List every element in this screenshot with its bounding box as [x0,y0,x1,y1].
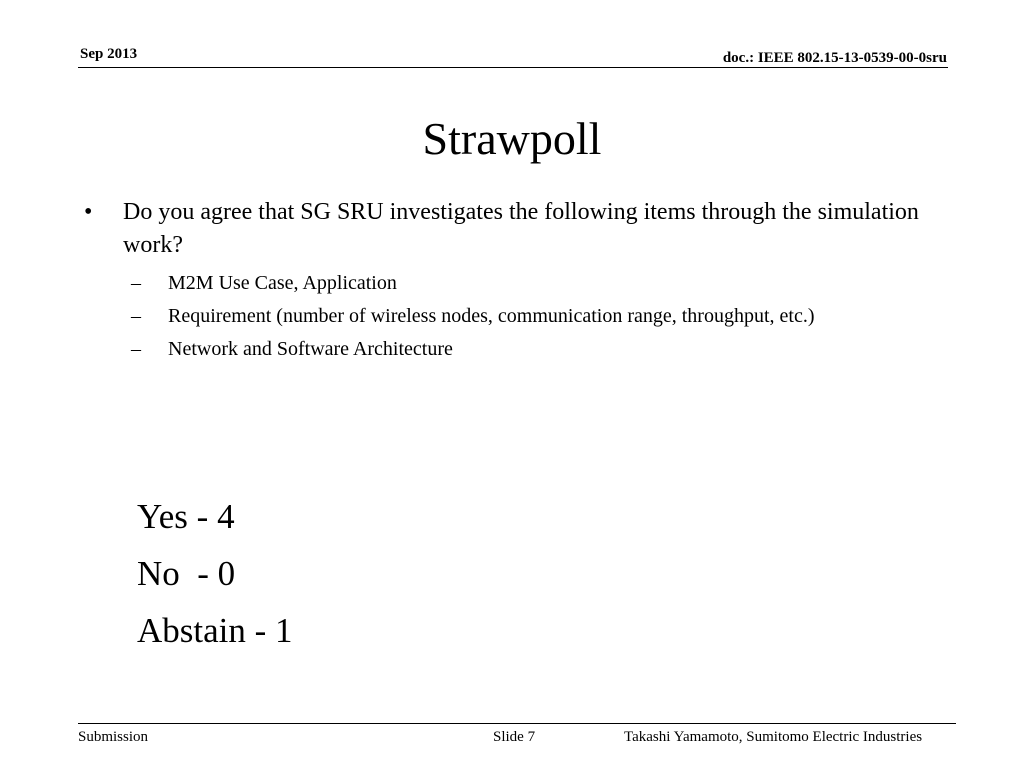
dash-marker: – [131,305,141,327]
sub-bullet-item [131,268,956,299]
sub-bullet-text: Requirement (number of wireless nodes, communication range, throughput, etc.) [168,305,815,327]
footer-divider [78,723,956,724]
header-date: Sep 2013 [80,46,138,62]
dash-marker: – [131,338,141,360]
footer-author: Takashi Yamamoto, Sumitomo Electric Industries [624,729,923,745]
header-doc-id: doc.: IEEE 802.15-13-0539-00-0sru [722,50,947,66]
slide-title: Strawpoll [422,113,602,164]
vote-results [137,488,293,659]
sub-bullet-item [131,334,956,365]
vote-no: No - 0 [137,554,236,593]
bullet-item [84,196,964,262]
vote-yes: Yes - 4 [137,497,235,536]
footer-submission: Submission [78,729,149,745]
sub-bullet-item [131,301,956,332]
vote-abstain: Abstain - 1 [137,611,293,650]
header-divider [78,67,948,68]
sub-bullet-text: Network and Software Architecture [168,338,453,360]
sub-bullet-text: M2M Use Case, Application [168,272,397,294]
bullet-text: Do you agree that SG SRU investigates the following items through the simulation work? [123,199,919,258]
bullet-marker: • [84,199,93,225]
bullet-list [84,196,964,367]
footer-slide-number: Slide 7 [493,729,536,745]
dash-marker: – [131,272,141,294]
